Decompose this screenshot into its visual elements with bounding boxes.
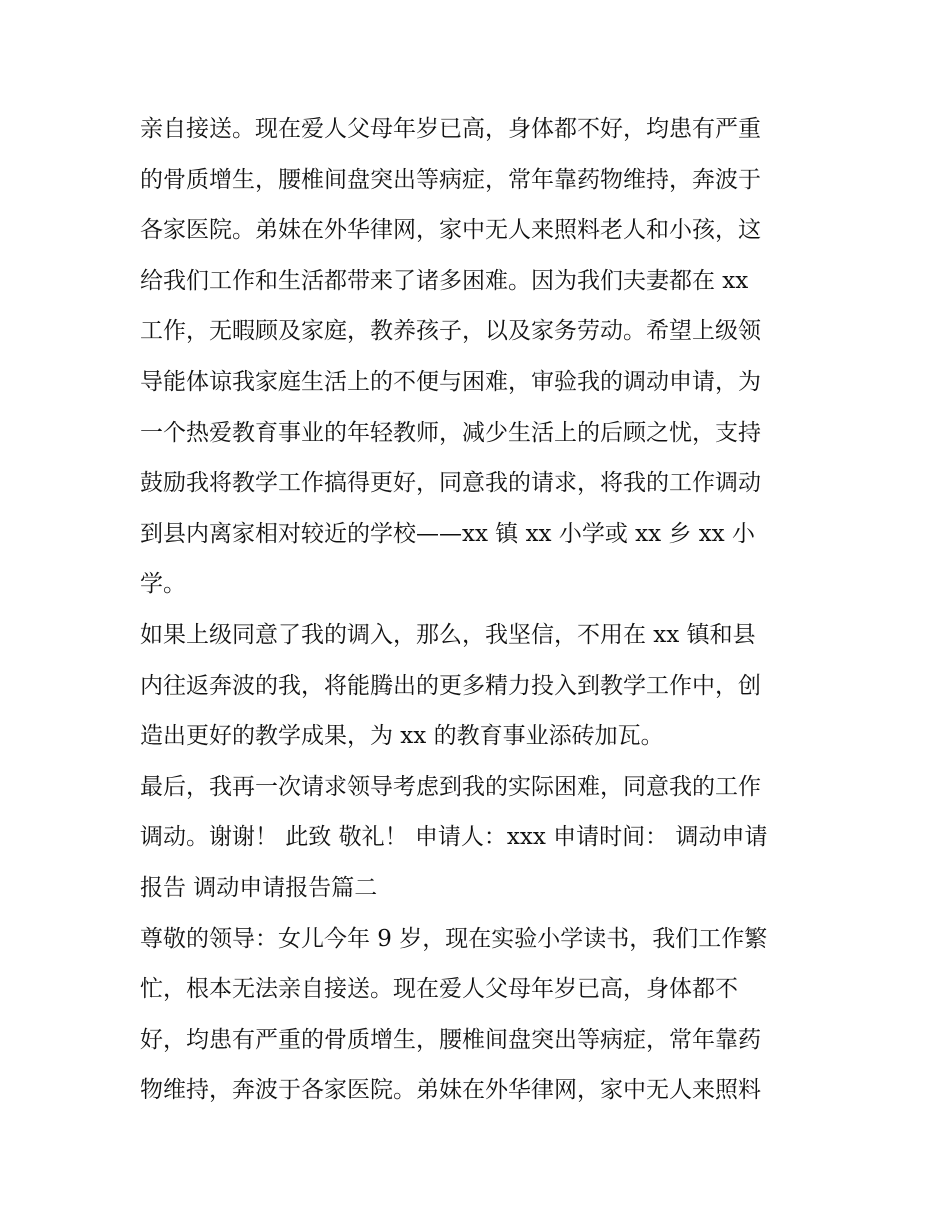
text-line: 物维持，奔波于各家医院。弟妹在外华律网，家中无人来照料 <box>140 1077 761 1104</box>
text-line: 的骨质增生，腰椎间盘突出等病症，常年靠药物维持，奔波于 <box>140 166 761 193</box>
text-line: 鼓励我将教学工作搞得更好，同意我的请求，将我的工作调动 <box>140 470 761 497</box>
text-line: 造出更好的教学成果，为 xx 的教育事业添砖加瓦。 <box>140 723 664 750</box>
text-line: 报告 调动申请报告篇二 <box>140 874 378 901</box>
text-line: 最后，我再一次请求领导考虑到我的实际困难，同意我的工作 <box>140 773 761 800</box>
text-line: 亲自接送。现在爱人父母年岁已高，身体都不好，均患有严重 <box>140 116 761 142</box>
text-line: 忙，根本无法亲自接送。现在爱人父母年岁已高，身体都不 <box>140 976 738 1003</box>
text-line: 尊敬的领导：女儿今年 9 岁，现在实验小学读书，我们工作繁 <box>140 925 768 952</box>
text-line: 好，均患有严重的骨质增生，腰椎间盘突出等病症，常年靠药 <box>140 1026 761 1053</box>
text-line: 学。 <box>140 571 186 598</box>
text-line: 如果上级同意了我的调入，那么，我坚信，不用在 xx 镇和县 <box>140 621 756 648</box>
text-line: 到县内离家相对较近的学校——xx 镇 xx 小学或 xx 乡 xx 小 <box>140 520 755 547</box>
text-line: 调动。谢谢！ 此致 敬礼！ 申请人：xxx 申请时间： 调动申请 <box>140 824 768 851</box>
text-line: 各家医院。弟妹在外华律网，家中无人来照料老人和小孩，这 <box>140 217 761 244</box>
document-text-body <box>140 104 820 1116</box>
text-line: 内往返奔波的我，将能腾出的更多精力投入到教学工作中，创 <box>140 672 761 699</box>
text-line: 工作，无暇顾及家庭，教养孩子，以及家务劳动。希望上级领 <box>140 318 761 345</box>
text-line: 导能体谅我家庭生活上的不便与困难，审验我的调动申请，为 <box>140 368 761 395</box>
text-line: 一个热爱教育事业的年轻教师，减少生活上的后顾之忧，支持 <box>140 419 761 446</box>
text-line: 给我们工作和生活都带来了诸多困难。因为我们夫妻都在 xx <box>140 267 749 294</box>
